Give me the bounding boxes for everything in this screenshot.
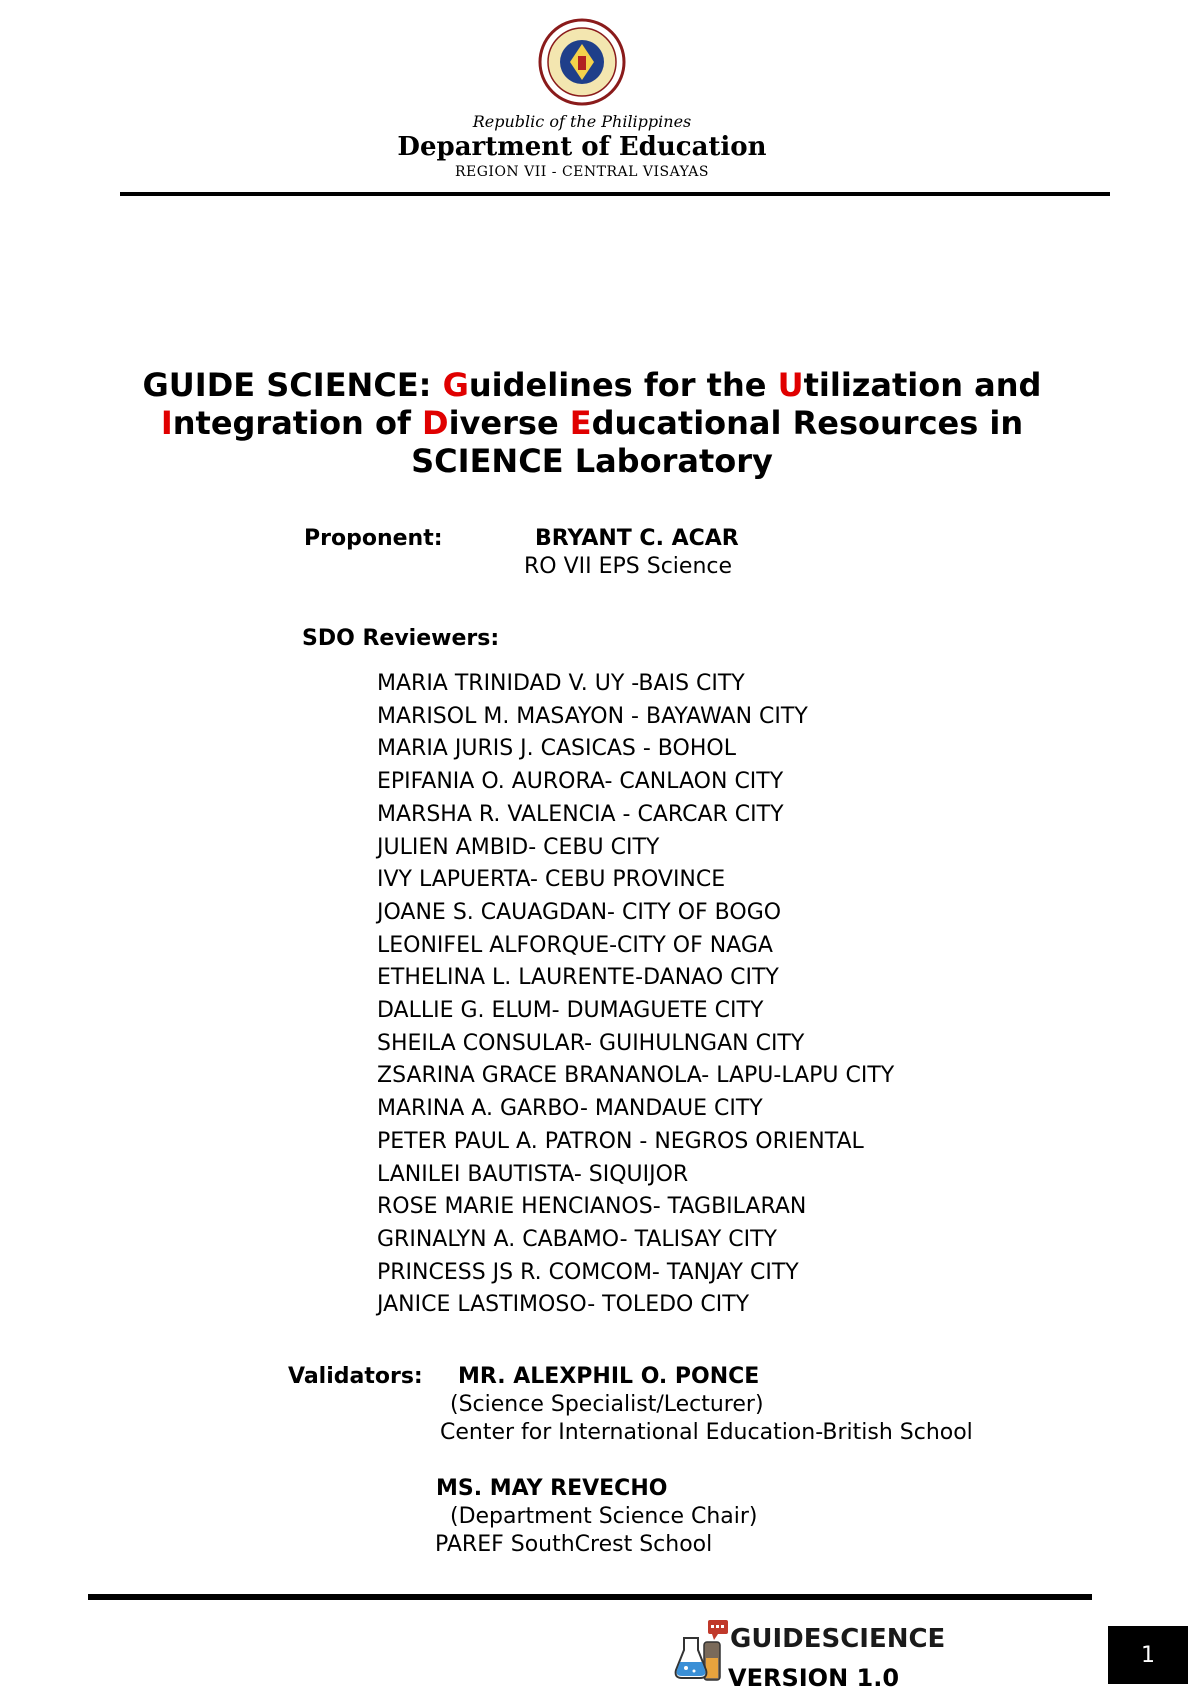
reviewer-item: MARIA TRINIDAD V. UY -BAIS CITY: [377, 671, 745, 696]
reviewer-item: MARINA A. GARBO- MANDAUE CITY: [377, 1096, 763, 1122]
reviewer-item: JOANE S. CAUAGDAN- CITY OF BOGO: [377, 899, 782, 925]
reviewer-item: PRINCESS JS R. COMCOM- TANJAY CITY: [377, 1259, 799, 1285]
reviewer-item: PETER PAUL A. PATRON - NEGROS ORIENTAL: [377, 1128, 864, 1154]
validator-1-role: (Science Specialist/Lecturer): [450, 1392, 764, 1417]
proponent-name: BRYANT C. ACAR: [535, 526, 739, 551]
reviewer-item: ETHELINA L. LAURENTE-DANAO CITY: [377, 965, 779, 991]
reviewer-item: DALLIE G. ELUM- DUMAGUETE CITY: [377, 998, 764, 1024]
reviewer-item: ROSE MARIE HENCIANOS- TAGBILARAN: [377, 1194, 807, 1220]
department-text: Department of Education: [397, 132, 767, 162]
footer-rule: [88, 1594, 1092, 1600]
title-line-2: Integration of Diverse Educational Resources in: [160, 404, 1024, 442]
footer-version: VERSION 1.0: [728, 1664, 900, 1692]
validator-2-role: (Department Science Chair): [450, 1504, 758, 1529]
proponent-position: RO VII EPS Science: [524, 554, 733, 579]
reviewers-label: SDO Reviewers:: [302, 626, 500, 651]
reviewer-item: ZSARINA GRACE BRANANOLA- LAPU-LAPU CITY: [377, 1063, 895, 1089]
footer-brand: GUIDESCIENCE: [730, 1624, 946, 1654]
reviewer-item: LEONIFEL ALFORQUE-CITY OF NAGA: [377, 932, 773, 958]
validators-label: Validators:: [288, 1364, 423, 1389]
page-number: 1: [1108, 1626, 1188, 1684]
reviewer-item: EPIFANIA O. AURORA- CANLAON CITY: [377, 769, 784, 795]
reviewer-item: MARIA JURIS J. CASICAS - BOHOL: [377, 736, 736, 762]
reviewer-item: LANILEI BAUTISTA- SIQUIJOR: [377, 1161, 689, 1187]
reviewer-item: JULIEN AMBID- CEBU CITY: [377, 834, 660, 860]
title-line-1: GUIDE SCIENCE: Guidelines for the Utilization and: [142, 366, 1042, 404]
reviewer-item: IVY LAPUERTA- CEBU PROVINCE: [377, 867, 726, 893]
reviewer-item: MARISOL M. MASAYON - BAYAWAN CITY: [377, 703, 808, 729]
proponent-label: Proponent:: [304, 526, 443, 551]
region-text: REGION VII - CENTRAL VISAYAS: [454, 164, 709, 180]
title-line-3: SCIENCE Laboratory: [411, 442, 773, 480]
reviewer-item: JANICE LASTIMOSO- TOLEDO CITY: [377, 1292, 750, 1318]
document-title: [120, 366, 1064, 480]
validator-2-name: MS. MAY REVECHO: [436, 1476, 668, 1501]
deped-seal-icon: [538, 18, 626, 106]
flask-icon: [672, 1618, 732, 1682]
validator-2-org: PAREF SouthCrest School: [435, 1532, 713, 1557]
validator-1-org: Center for International Education-British School: [440, 1420, 973, 1445]
reviewers-list: [377, 668, 894, 1322]
validator-1-name: MR. ALEXPHIL O. PONCE: [458, 1364, 760, 1389]
header-rule: [120, 192, 1110, 196]
republic-text: Republic of the Philippines: [472, 112, 692, 131]
reviewer-item: SHEILA CONSULAR- GUIHULNGAN CITY: [377, 1030, 805, 1056]
reviewer-item: GRINALYN A. CABAMO- TALISAY CITY: [377, 1226, 777, 1252]
reviewer-item: MARSHA R. VALENCIA - CARCAR CITY: [377, 801, 784, 827]
